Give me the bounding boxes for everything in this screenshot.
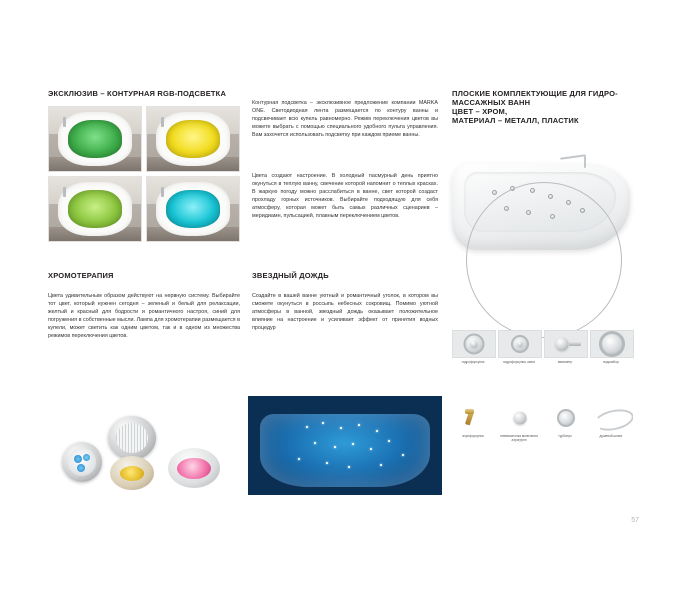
nozzle-core-icon — [518, 342, 523, 347]
fitting-aero-nozzle[interactable] — [452, 404, 494, 442]
fitting-label: гидрофорсунка, мини — [503, 360, 535, 364]
fitting-label: гидрофорсунка — [461, 360, 485, 364]
fitting-hydro-nozzle[interactable] — [452, 330, 494, 368]
section-heading-fittings-line-4: МАТЕРИАЛ – МЕТАЛЛ, ПЛАСТИК — [452, 116, 579, 125]
star-point — [334, 446, 336, 448]
star-point — [314, 442, 316, 444]
nozzle-grid-top — [108, 416, 156, 460]
photo-bath-lightgreen — [48, 176, 142, 242]
fitting-image — [590, 404, 634, 432]
star-point — [376, 430, 378, 432]
nozzle-face-grid — [116, 423, 149, 453]
fitting-label: душевой шланг — [599, 434, 623, 438]
faucet-post-icon — [584, 156, 586, 168]
bath-light-yellow — [166, 120, 220, 159]
bath-light-green — [68, 120, 122, 159]
fitting-pneumatic-button[interactable] — [498, 404, 540, 442]
section-heading-fittings-line-1: ПЛОСКИЕ КОМПЛЕКТУЮЩИЕ ДЛЯ ГИДРО- — [452, 89, 618, 98]
led-pink-cluster — [177, 458, 210, 480]
fitting-image — [590, 330, 634, 358]
star-point — [340, 427, 342, 429]
fittings-row-2 — [452, 404, 632, 442]
rgb-paragraph-1: Контурная подсветка – эксклюзивное предложение компании MARKA ONE. Светодиодная лента размещается по контуру ванны и подсвечивает всю купель равномерно. Режим переключения цветов вы можете выбрать с помощью специального удобного пульта управления. Вам захочется использовать подсветку при каждом приеме ванны. — [252, 100, 438, 139]
illuminated-bath — [260, 414, 431, 487]
fitting-label: манометр — [557, 360, 573, 364]
fitting-shower-hose[interactable] — [590, 404, 632, 442]
nozzle-pink-lights — [168, 448, 220, 488]
star-point — [402, 454, 404, 456]
star-point — [298, 458, 300, 460]
fitting-label: турбопул — [558, 434, 572, 438]
bath-light-lightgreen — [68, 190, 122, 229]
chromotherapy-paragraph: Цвета удивительным образом действуют на нервную систему. Выбирайте тот цвет, который нужнен сегодня – зеленый и белый для релаксации, желтый и красный для бодрости и романтичного настроя, синий для погружения в собственные мысли. Лампа для хромотерапии размещается в купели, может светить как одним цветом, так и в одном из множества режимов переключения цветов. — [48, 293, 240, 340]
fittings-grid — [452, 330, 632, 442]
tap-icon — [63, 117, 66, 127]
star-point — [380, 464, 382, 466]
page-number: 57 — [631, 517, 639, 524]
nozzle-core-icon — [471, 341, 478, 348]
fitting-image — [498, 404, 542, 432]
nozzle-blue-lights — [62, 442, 102, 482]
star-point — [352, 443, 354, 445]
star-point — [388, 440, 390, 442]
fitting-label: пневмокнопка включения аэрогрупп — [500, 434, 538, 442]
fitting-water-intake[interactable] — [590, 330, 632, 368]
manometer-body-icon — [555, 338, 568, 351]
rgb-photo-grid — [48, 106, 240, 246]
detail-circle-callout — [466, 182, 622, 338]
section-heading-starry-rain: ЗВЕЗДНЫЙ ДОЖДЬ — [252, 271, 329, 280]
manometer-stem-icon — [569, 342, 581, 346]
led-blue-2 — [83, 454, 90, 461]
star-point — [348, 466, 350, 468]
water-intake-ring-icon — [599, 331, 625, 357]
fitting-manometer[interactable] — [544, 330, 586, 368]
tap-icon — [161, 117, 164, 127]
star-point — [358, 424, 360, 426]
fittings-row-1 — [452, 330, 632, 368]
photo-bath-cyan — [146, 176, 240, 242]
fitting-image — [452, 404, 496, 432]
bath-shell — [58, 182, 132, 236]
led-blue-1 — [74, 455, 82, 463]
fitting-image — [452, 330, 496, 358]
star-point — [370, 448, 372, 450]
fitting-image — [544, 404, 588, 432]
section-heading-fittings-line-3: ЦВЕТ – ХРОМ, — [452, 107, 508, 116]
led-yellow-cluster — [120, 466, 145, 482]
fitting-label: водозабор — [603, 360, 619, 364]
section-heading-rgb: ЭКСКЛЮЗИВ – КОНТУРНАЯ RGB-ПОДСВЕТКА — [48, 89, 227, 98]
rgb-paragraph-2: Цвета создают настроение. В холодный пасмурный день приятно окунуться в теплую ванну, свечение которой напомнит о теплых красках. В жаркую погоду можно расслабиться в ванне, свет которой создаст прохладу горных источников. Выбирайте подходящую для себя атмосферу, которая может быть самых различных сценариев – меридиамн, пульсацией, плавным переключением цветов. — [252, 173, 438, 220]
section-heading-chromotherapy: ХРОМОТЕРАПИЯ — [48, 271, 114, 280]
fitting-image — [544, 330, 588, 358]
tap-icon — [161, 187, 164, 197]
fitting-image — [498, 330, 542, 358]
starry-rain-photo — [248, 396, 442, 495]
bath-shell — [156, 182, 230, 236]
bath-shell — [58, 112, 132, 166]
star-point — [326, 462, 328, 464]
faucet-arm-icon — [560, 154, 586, 160]
fitting-label: аэрофорсунка — [462, 434, 484, 438]
bath-light-cyan — [166, 190, 220, 229]
section-heading-fittings-line-2: МАССАЖНЫХ ВАНН — [452, 98, 531, 107]
star-point — [306, 426, 308, 428]
shower-hose-icon — [592, 406, 634, 432]
chromotherapy-photo — [48, 404, 240, 496]
star-point — [322, 422, 324, 424]
nozzle-yellow-lights — [110, 456, 154, 490]
fitting-turbo-pool[interactable] — [544, 404, 586, 442]
tap-icon — [63, 187, 66, 197]
fitting-hydro-nozzle-small[interactable] — [498, 330, 540, 368]
photo-bath-yellow — [146, 106, 240, 172]
bath-shell — [156, 112, 230, 166]
starry-rain-paragraph: Создайте в вашей ванне уютный и романтичный уголок, в котором вы сможете окунуться в россыпь небесных сокровищ. Помимо уютной атмосферы в ванной, звездный дождь оказывает положительное влияние на настроение и усиливает эффект от принятия водных процедур — [252, 293, 438, 332]
photo-bath-green — [48, 106, 142, 172]
aero-nozzle-head-icon — [465, 409, 474, 414]
pneumatic-button-icon — [514, 412, 527, 425]
led-blue-3 — [77, 464, 85, 472]
turbo-pool-ring-icon — [557, 409, 575, 427]
